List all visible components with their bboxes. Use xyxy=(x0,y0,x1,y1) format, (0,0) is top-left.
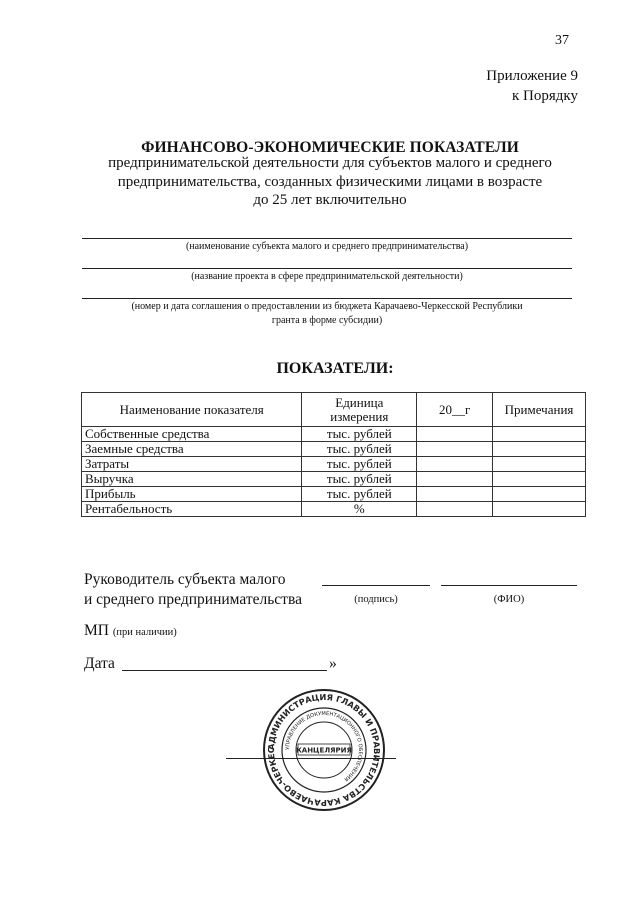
subtitle-line-1: предпринимательской деятельности для субъектов малого и среднего xyxy=(108,155,552,171)
table-row xyxy=(82,457,586,472)
row-year-value[interactable] xyxy=(417,472,493,487)
signature-line[interactable] xyxy=(322,585,430,586)
agreement-caption-line-2: гранта в форме субсидии) xyxy=(271,315,383,326)
appendix-reference xyxy=(486,66,578,106)
agreement-caption-line-1: (номер и дата соглашения о предоставлении из бюджета Карачаево-Черкесской Республики xyxy=(131,301,523,312)
table-row xyxy=(82,442,586,457)
svg-text:АДМИНИСТРАЦИЯ ГЛАВЫ И ПРАВИТЕЛ: АДМИНИСТРАЦИЯ ГЛАВЫ И ПРАВИТЕЛЬСТВА КАРАЧАЕВО-ЧЕРКЕС xyxy=(265,691,383,809)
row-name: Прибыль xyxy=(82,487,302,502)
header-unit-line-2: измерения xyxy=(330,408,389,424)
row-year-value[interactable] xyxy=(417,487,493,502)
indicators-table xyxy=(81,392,586,517)
fio-caption: (ФИО) xyxy=(493,594,525,605)
signature-caption: (подпись) xyxy=(354,594,398,605)
row-notes[interactable] xyxy=(493,502,586,517)
row-unit: тыс. рублей xyxy=(302,472,417,487)
signatory-line-1: Руководитель субъекта малого xyxy=(84,571,286,588)
svg-text:УПРАВЛЕНИЕ ДОКУМЕНТАЦИОННОГО О: УПРАВЛЕНИЕ ДОКУМЕНТАЦИОННОГО ОБЕСПЕЧЕНИЯ xyxy=(284,710,364,783)
row-name: Выручка xyxy=(82,472,302,487)
agreement-line[interactable] xyxy=(82,298,572,299)
subtitle-line-3: до 25 лет включительно xyxy=(253,192,407,208)
row-unit: тыс. рублей xyxy=(302,442,417,457)
table-row xyxy=(82,502,586,517)
project-name-caption: (название проекта в сфере предпринимательской деятельности) xyxy=(191,271,463,282)
row-year-value[interactable] xyxy=(417,457,493,472)
row-unit: тыс. рублей xyxy=(302,457,417,472)
header-indicator-name: Наименование показателя xyxy=(82,393,302,427)
row-year-value[interactable] xyxy=(417,442,493,457)
appendix-line-2: к Порядку xyxy=(512,88,578,104)
date-closing-quote: » xyxy=(329,655,337,672)
table-row xyxy=(82,427,586,442)
signatory-line-2: и среднего предпринимательства xyxy=(84,591,302,608)
subtitle-line-2: предпринимательства, созданных физическими лицами в возрасте xyxy=(117,173,543,190)
row-name: Собственные средства xyxy=(82,427,302,442)
row-year-value[interactable] xyxy=(417,427,493,442)
row-notes[interactable] xyxy=(493,442,586,457)
row-notes[interactable] xyxy=(493,472,586,487)
fio-line[interactable] xyxy=(441,585,577,586)
project-name-line[interactable] xyxy=(82,268,572,269)
row-year-value[interactable] xyxy=(417,502,493,517)
signatory-label xyxy=(84,570,302,610)
date-field xyxy=(84,655,115,673)
row-notes[interactable] xyxy=(493,457,586,472)
row-name: Заемные средства xyxy=(82,442,302,457)
header-notes: Примечания xyxy=(493,393,586,427)
table-row xyxy=(82,487,586,502)
subject-name-caption: (наименование субъекта малого и среднего предпринимательства) xyxy=(185,241,469,252)
official-stamp xyxy=(262,688,386,817)
document-title: ФИНАНСОВО-ЭКОНОМИЧЕСКИЕ ПОКАЗАТЕЛИ xyxy=(141,139,519,156)
header-unit-line-1: Единица xyxy=(335,394,384,410)
header-unit xyxy=(302,393,417,427)
seal-place-label: МП xyxy=(84,622,109,639)
row-unit: тыс. рублей xyxy=(302,487,417,502)
appendix-line-1: Приложение 9 xyxy=(486,68,578,84)
date-line[interactable] xyxy=(122,670,327,671)
row-name: Затраты xyxy=(82,457,302,472)
header-year: 20__г xyxy=(417,393,493,427)
row-unit: % xyxy=(302,502,417,517)
seal-place-note: (при наличии) xyxy=(112,627,177,638)
row-name: Рентабельность xyxy=(82,502,302,517)
subject-name-line[interactable] xyxy=(82,238,572,239)
indicators-heading: ПОКАЗАТЕЛИ: xyxy=(276,360,394,377)
row-unit: тыс. рублей xyxy=(302,427,417,442)
date-label: Дата xyxy=(84,655,115,672)
table-header-row xyxy=(82,393,586,427)
svg-text:КАНЦЕЛЯРИЯ: КАНЦЕЛЯРИЯ xyxy=(296,746,352,755)
document-subtitle xyxy=(60,154,600,210)
stamp-seal-icon xyxy=(262,688,386,812)
row-notes[interactable] xyxy=(493,427,586,442)
seal-place xyxy=(84,622,177,640)
row-notes[interactable] xyxy=(493,487,586,502)
table-row xyxy=(82,472,586,487)
page-number: 37 xyxy=(555,33,569,48)
agreement-caption xyxy=(82,300,572,328)
